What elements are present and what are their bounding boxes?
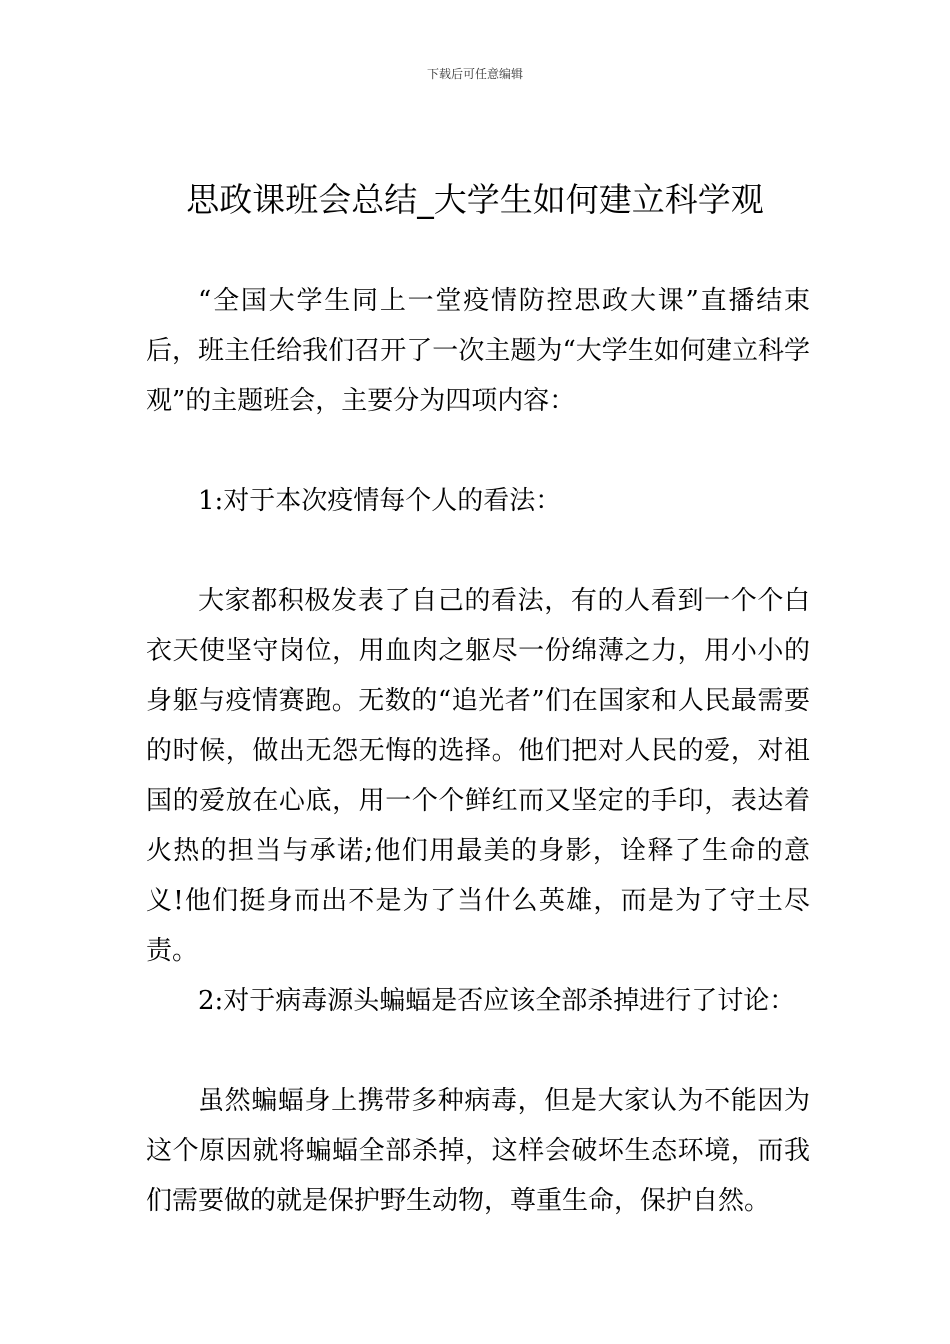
header-note: 下载后可任意编辑	[426, 67, 523, 81]
paragraph-item-2-heading: 2:对于病毒源头蝙蝠是否应该全部杀掉进行了讨论：	[198, 986, 796, 1016]
paragraph-item-1-heading: 1:对于本次疫情每个人的看法：	[198, 486, 562, 516]
paragraph-intro: “全国大学生同上一堂疫情防控思政大课”直播结束后，班主任给我们召开了一次主题为“大学生如何建立科学观”的主题班会，主要分为四项内容：	[146, 286, 810, 416]
document-title: 思政课班会总结_大学生如何建立科学观	[186, 180, 764, 219]
paragraph-item-2-body: 虽然蝙蝠身上携带多种病毒，但是大家认为不能因为这个原因就将蝙蝠全部杀掉，这样会破坏生态环境，而我们需要做的就是保护野生动物，尊重生命，保护自然。	[146, 1086, 810, 1216]
paragraph-item-1-body: 大家都积极发表了自己的看法，有的人看到一个个白衣天使坚守岗位，用血肉之躯尽一份绵薄之力，用小小的身躯与疫情赛跑。无数的“追光者”们在国家和人民最需要的时候，做出无怨无悔的选择。他们把对人民的爱，对祖国的爱放在心底，用一个个鲜红而又坚定的手印，表达着火热的担当与承诺;他们用最美的身影，诠释了生命的意义!他们挺身而出不是为了当什么英雄，而是为了守土尽责。	[146, 586, 810, 966]
